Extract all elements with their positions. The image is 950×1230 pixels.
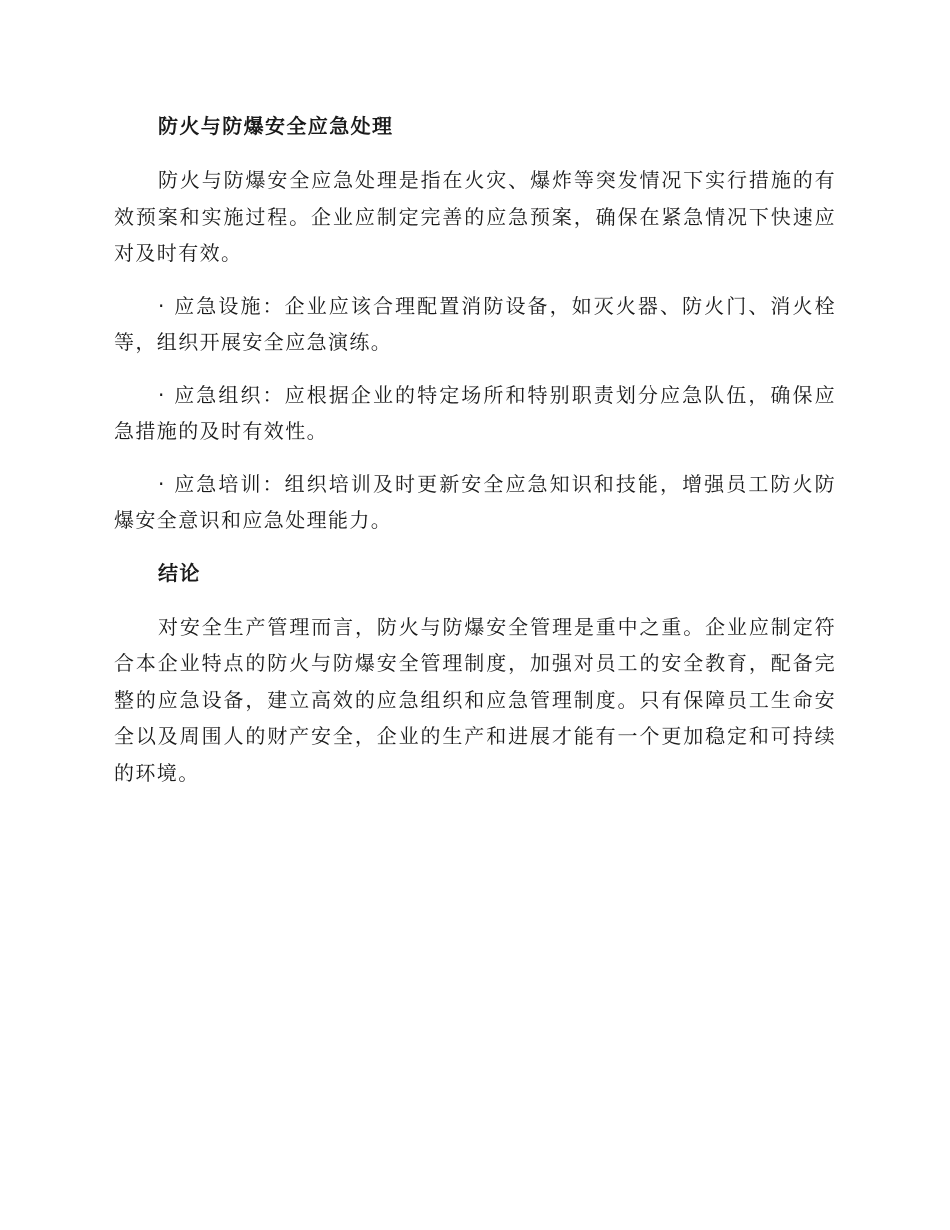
paragraph-emergency-intro: 防火与防爆安全应急处理是指在火灾、爆炸等突发情况下实行措施的有效预案和实施过程。企业应制定完善的应急预案，确保在紧急情况下快速应对及时有效。	[114, 168, 836, 265]
bullet-emergency-organization: · 应急组织：应根据企业的特定场所和特别职责划分应急队伍，确保应急措施的及时有效性。	[114, 382, 836, 443]
bullet-emergency-facilities: · 应急设施：企业应该合理配置消防设备，如灭火器、防火门、消火栓等，组织开展安全应急演练。	[114, 293, 836, 354]
section-heading-emergency: 防火与防爆安全应急处理	[158, 114, 394, 138]
bullet-emergency-training: · 应急培训：组织培训及时更新安全应急知识和技能，增强员工防火防爆安全意识和应急处理能力。	[114, 471, 836, 532]
section-heading-conclusion: 结论	[158, 560, 201, 585]
paragraph-conclusion: 对安全生产管理而言，防火与防爆安全管理是重中之重。企业应制定符合本企业特点的防火与防爆安全管理制度，加强对员工的安全教育，配备完整的应急设备，建立高效的应急组织和应急管理制度。只有保障员工生命安全以及周围人的财产安全，企业的生产和进展才能有一个更加稳定和可持续的环境。	[114, 614, 836, 785]
document-page	[114, 108, 836, 791]
